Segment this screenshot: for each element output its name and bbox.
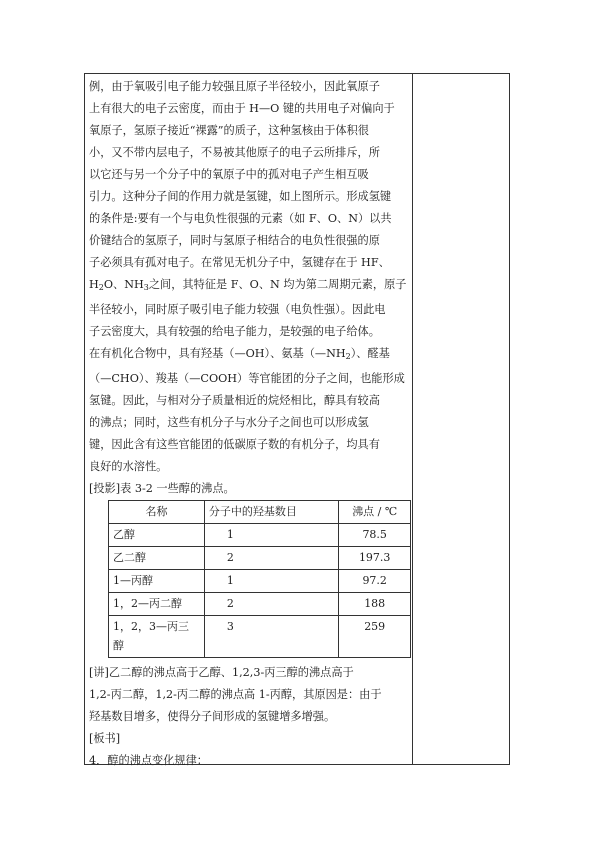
cell-hydroxyl: 2	[204, 593, 338, 616]
cell-name: 1—丙醇	[109, 570, 205, 593]
board-heading: 4．醇的沸点变化规律：	[89, 754, 208, 767]
subscript: 2	[98, 283, 104, 292]
formula-o-nh: O、NH	[103, 278, 144, 291]
body-line-formulas	[89, 274, 411, 299]
cell-name: 乙二醇	[109, 547, 205, 570]
body-line: 例，由于氧吸引电子能力较强且原子半径较小，因此氧原子	[89, 80, 380, 93]
header-hydroxyl-count: 分子中的羟基数目	[204, 501, 338, 524]
lecture-line: 羟基数目增多，使得分子间形成的氢键增多增强。	[89, 710, 336, 723]
cell-bp: 197.3	[339, 547, 411, 570]
lesson-content	[89, 76, 411, 772]
subscript: 2	[345, 352, 351, 361]
body-line: 子云密度大，具有较强的给电子能力，是较强的电子给体。	[89, 325, 380, 338]
cell-bp: 78.5	[339, 524, 411, 547]
cell-name: 1，2，3—丙三醇	[109, 616, 205, 658]
table-row	[109, 547, 411, 570]
body-line-amino	[89, 343, 411, 368]
cell-hydroxyl: 1	[204, 524, 338, 547]
body-text: 之间，其特征是 F、O、N 均为第二周期元素，原子	[148, 278, 407, 291]
header-boiling-point: 沸点 / ℃	[339, 501, 411, 524]
body-line: 半径较小，同时原子吸引电子能力较强（电负性强）。因此电	[89, 303, 386, 316]
body-line: （—CHO）、羧基（—COOH）等官能团的分子之间，也能形成	[89, 372, 405, 385]
board-label: [板书]	[89, 732, 121, 745]
body-line: 价键结合的氢原子，同时与氢原子相结合的电负性很强的原	[89, 234, 380, 247]
boiling-point-table	[108, 500, 411, 658]
column-divider	[412, 73, 413, 765]
cell-name: 乙醇	[109, 524, 205, 547]
body-text: 在有机化合物中，具有羟基（—OH）、氨基（—NH	[89, 347, 346, 360]
header-name: 名称	[109, 501, 205, 524]
cell-hydroxyl: 3	[204, 616, 338, 658]
body-line: 子必须具有孤对电子。在常见无机分子中，氢键存在于 HF、	[89, 256, 390, 269]
table-row	[109, 616, 411, 658]
body-line: 键，因此含有这些官能团的低碳原子数的有机分子，均具有	[89, 438, 380, 451]
cell-bp: 259	[339, 616, 411, 658]
formula-h: H	[89, 278, 99, 291]
body-line: 小，又不带内层电子，不易被其他原子的电子云所排斥，所	[89, 146, 380, 159]
body-line: 引力。这种分子间的作用力就是氢键，如上图所示。形成氢键	[89, 190, 392, 203]
lecture-line: [讲]乙二醇的沸点高于乙醇、1,2,3-丙三醇的沸点高于	[89, 666, 354, 679]
cell-name: 1，2—丙二醇	[109, 593, 205, 616]
table-header-row	[109, 501, 411, 524]
cell-bp: 188	[339, 593, 411, 616]
table-row	[109, 570, 411, 593]
subscript: 3	[143, 283, 149, 292]
cell-hydroxyl: 2	[204, 547, 338, 570]
table-row	[109, 524, 411, 547]
lecture-line: 1,2-丙二醇，1,2-丙二醇的沸点高 1-丙醇，其原因是：由于	[89, 688, 382, 701]
body-line: 氧原子，氢原子接近“裸露”的质子，这种氢核由于体积很	[89, 124, 369, 137]
cell-bp: 97.2	[339, 570, 411, 593]
body-line: 上有很大的电子云密度，而由于 H—O 键的共用电子对偏向于	[89, 102, 395, 115]
body-line: 的沸点；同时，这些有机分子与水分子之间也可以形成氢	[89, 416, 369, 429]
body-line: 氢键。因此，与相对分子质量相近的烷烃相比，醇具有较高	[89, 394, 380, 407]
table-caption: [投影]表 3-2 一些醇的沸点。	[89, 482, 235, 495]
body-line: 以它还与另一个分子中的氧原子中的孤对电子产生相互吸	[89, 168, 369, 181]
body-line: 的条件是:要有一个与电负性很强的元素（如 F、O、N）以共	[89, 212, 392, 225]
cell-hydroxyl: 1	[204, 570, 338, 593]
table-row	[109, 593, 411, 616]
body-line: 良好的水溶性。	[89, 460, 168, 473]
body-text: ）、醛基	[350, 347, 390, 360]
